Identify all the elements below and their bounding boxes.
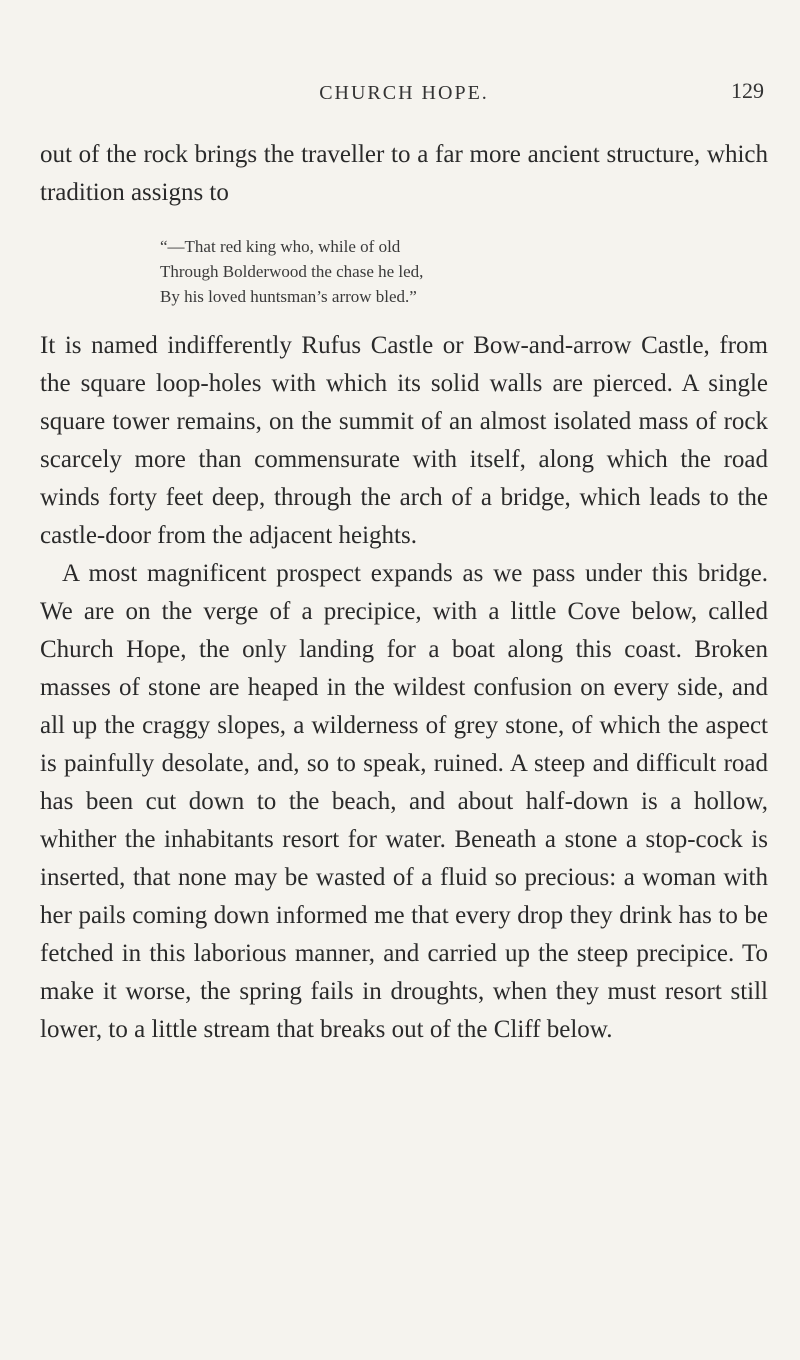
running-head [40, 70, 768, 110]
page-number: 129 [731, 78, 764, 103]
verse-line: Through Bolderwood the chase he led, [160, 262, 424, 281]
verse-quotation [160, 234, 768, 309]
verse-line: By his loved huntsman’s arrow bled.” [160, 287, 417, 306]
paragraph-rufus-castle: It is named indifferently Rufus Castle or Bow-and-arrow Castle, from the square loop-holes with which its solid walls are pierced. A single square tower remains, on the summit of an almost isolated mass of rock scarcely more than commensurate with itself, along which the road winds forty feet deep, through the arch of a bridge, which leads to the castle-door from the adjacent heights. [40, 332, 768, 549]
verse-line: “—That red king who, while of old [160, 237, 401, 256]
book-page [40, 70, 768, 1049]
running-title: CHURCH HOPE. [319, 82, 489, 104]
paragraph-continuation: out of the rock brings the traveller to a far more ancient structure, which tradition assigns to [40, 141, 768, 206]
body-text [40, 136, 768, 1049]
paragraph-prospect: A most magnificent prospect expands as we pass under this bridge. We are on the verge of a precipice, with a little Cove below, called Church Hope, the only landing for a boat along this coast. Broken masses of stone are heaped in the wildest confusion on every side, and all up the craggy slopes, a wilderness of grey stone, of which the aspect is painfully desolate, and, so to speak, ruined. A steep and difficult road has been cut down to the beach, and about half-down is a hollow, whither the inhabitants resort for water. Beneath a stone a stop-cock is inserted, that none may be wasted of a fluid so precious: a woman with her pails coming down informed me that every drop they drink has to be fetched in this laborious manner, and carried up the steep precipice. To make it worse, the spring fails in droughts, when they must resort still lower, to a little stream that breaks out of the Cliff below. [40, 560, 768, 1043]
